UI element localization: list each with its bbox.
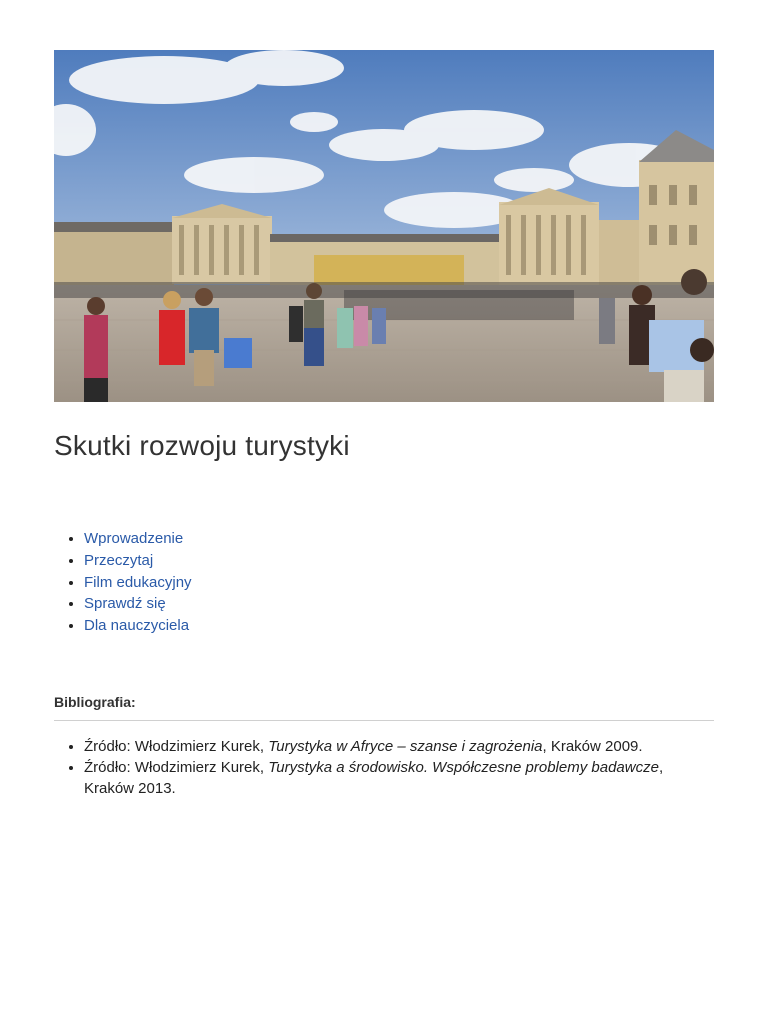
bibliography-source-suffix: , Kraków 2009. (542, 738, 643, 755)
bibliography-list (54, 736, 714, 799)
divider (54, 720, 714, 721)
nav-item (84, 615, 192, 637)
nav-link-wprowadzenie[interactable]: Wprowadzenie (84, 530, 184, 547)
nav-link-dla-nauczyciela[interactable]: Dla nauczyciela (84, 617, 190, 635)
nav-item (84, 593, 192, 615)
versailles-crowd-photo (54, 50, 714, 402)
page-title: Skutki rozwoju turystyki (54, 430, 350, 461)
bibliography-source-prefix: Źródło: Włodzimierz Kurek, (84, 759, 269, 776)
nav-item (84, 572, 192, 594)
bibliography-source-suffix: , Kraków 2013. (84, 759, 664, 797)
nav-link-film-edukacyjny[interactable]: Film edukacyjny (84, 573, 192, 591)
bibliography-work-title: Turystyka w Afryce – szanse i zagrożenia (268, 738, 543, 755)
bibliography-entry (84, 736, 714, 757)
nav-link-sprawdz-sie[interactable]: Sprawdź się (84, 595, 166, 613)
nav-item (84, 528, 192, 550)
nav-link-przeczytaj[interactable]: Przeczytaj (84, 551, 154, 569)
nav-item (84, 550, 192, 572)
section-nav (54, 528, 192, 637)
hero-image (54, 50, 714, 402)
bibliography-work-title: Turystyka a środowisko. Współczesne problemy badawcze (268, 759, 659, 776)
bibliography-entry (84, 757, 714, 799)
bibliography-source-prefix: Źródło: Włodzimierz Kurek, (84, 738, 269, 755)
bibliography-heading: Bibliografia: (54, 694, 136, 710)
